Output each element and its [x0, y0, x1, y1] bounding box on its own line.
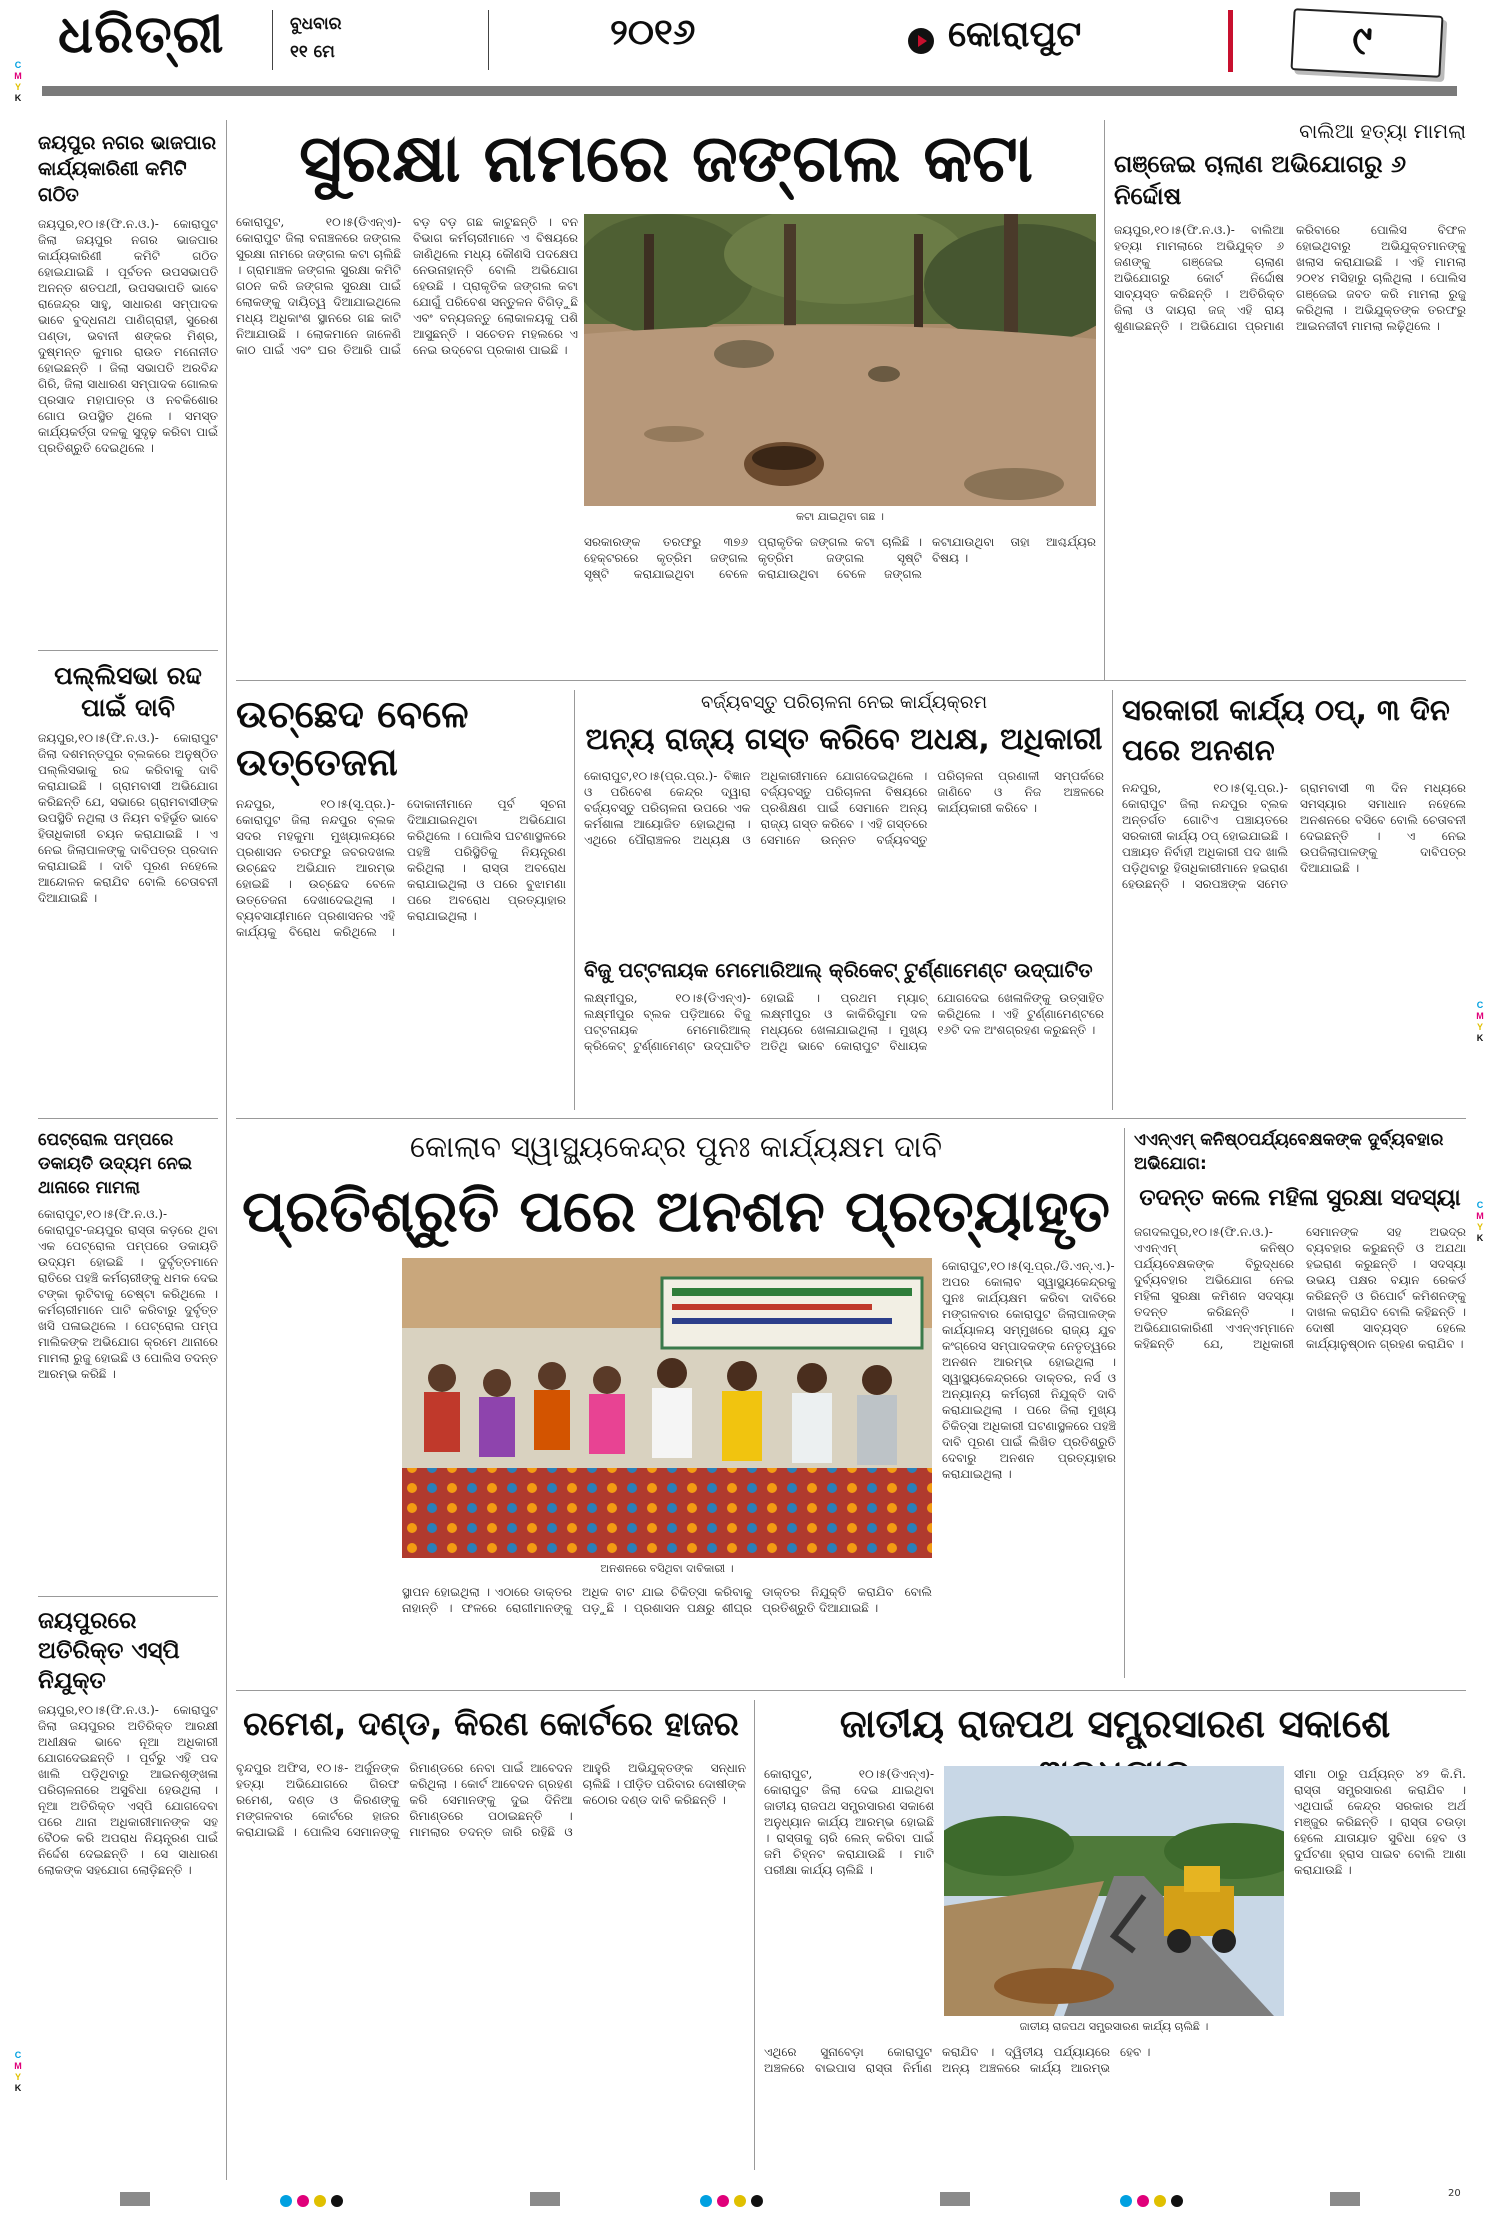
year-label: ୨୦୧୬: [610, 12, 696, 53]
cmyk-registration-mark: C M Y K: [14, 2050, 22, 2093]
protesters-image: [402, 1258, 932, 1558]
column-divider: [1124, 1128, 1125, 1678]
article-court: [236, 1700, 746, 2170]
article-headline: ବିଜୁ ପଟ୍ଟନାୟକ ମେମୋରିଆଲ୍ କ୍ରିକେଟ୍ ଟୁର୍ଣ୍ଣାମେଣ୍ଟ ଉଦ୍‌ଘାଟିତ: [584, 958, 1093, 982]
article-body: କୋରାପୁଟ, ୧୦।୫(ଡିଏନ୍‌ଏ)- କୋରାପୁଟ ଜିଲା ଦେଇ ଯାଇଥିବା ଜାତୀୟ ରାଜପଥ ସମ୍ପ୍ରସାରଣ ସକାଶେ ଅନୁଧ୍ୟାନ କାର୍ଯ୍ୟ ଆରମ୍ଭ ହୋଇଛି । ରାସ୍ତାକୁ ଚାରି ଲେନ୍ କରିବା ପାଇଁ ଜମି ଚିହ୍ନଟ କରାଯାଉଛି । ମାଟି ପରୀକ୍ଷା କାର୍ଯ୍ୟ ଚାଲିଛି ।: [764, 1767, 934, 1877]
column-divider: [38, 1596, 218, 1597]
photo-caption: ଜାତୀୟ ରାଜପଥ ସମ୍ପ୍ରସାରଣ କାର୍ଯ୍ୟ ଚାଲିଛି ।: [1019, 2020, 1209, 2033]
edition-bullet-icon: [908, 28, 934, 54]
article-body: ସରକାରଙ୍କ ତରଫରୁ ୩୭୬ ହେକ୍ଟରରେ କୃତ୍ରିମ ଜଙ୍ଗଲ ସୃଷ୍ଟି କରାଯାଇଥିବା ବେଳେ ପ୍ରାକୃତିକ ଜଙ୍ଗଲ କଟା ଚାଲିଛି । କୃତ୍ରିମ ଜଙ୍ଗଲ ସୃଷ୍ଟି କରାଯାଉଥିବା ବେଳେ ଜଙ୍ଗଲ କଟାଯାଉଥିବା ତାହା ଆଶ୍ଚର୍ଯ୍ୟର ବିଷୟ ।: [584, 535, 1096, 581]
article-headline: ଜୟପୁରରେ ଅତିରିକ୍ତ ଏସ୍‌ପି ନିଯୁକ୍ତ: [38, 1608, 180, 1694]
color-dots: [700, 2192, 763, 2211]
article-kicker: ଏଏନ୍‌ଏମ୍ କନିଷ୍ଠପର୍ଯ୍ୟବେକ୍ଷକଙ୍କ ଦୁର୍ବ୍ୟବହାର ଅଭିଯୋଗ:: [1134, 1130, 1444, 1174]
article-lead: [236, 118, 1096, 678]
column-divider: [38, 650, 218, 651]
article-jeypore-sp: [38, 1606, 218, 2166]
article-jeypore-committee: [38, 130, 218, 650]
article-kicker: ବାଲିଆ ହତ୍ୟା ମାମଲା: [1299, 119, 1466, 143]
page-number-tab: [1290, 8, 1443, 78]
column-divider: [574, 690, 575, 1110]
article-headline: ପ୍ରତିଶ୍ରୁତି ପରେ ଅନଶନ ପ୍ରତ୍ୟାହୃତ: [242, 1177, 1110, 1245]
column-divider: [38, 1118, 218, 1119]
color-dots: [280, 2192, 343, 2211]
page-number: ୯: [1350, 17, 1374, 65]
edition-label: କୋରାପୁଟ: [948, 14, 1082, 55]
article-waste-management: [584, 690, 1104, 950]
section-divider: [236, 1690, 1466, 1691]
article-panchayat: [38, 660, 218, 1120]
article-cricket: [584, 956, 1104, 1110]
article-anm-complaint: [1134, 1128, 1466, 1678]
cmyk-registration-mark: C M Y K: [14, 60, 22, 103]
footer-page-ref: 20: [1448, 2188, 1461, 2199]
article-body: ନନ୍ଦପୁର, ୧୦।୫(ସୂ.ପ୍ର.)- କୋରାପୁଟ ଜିଲା ନନ୍ଦପୁର ବ୍ଲକ ସଦର ମହକୁମା ମୁଖ୍ୟାଳୟରେ ପ୍ରଶାସନ ତରଫରୁ ଜବରଦଖଲ ଉଚ୍ଛେଦ ଅଭିଯାନ ଆରମ୍ଭ ହୋଇଛି । ଉଚ୍ଛେଦ ବେଳେ ଉତ୍ତେଜନା ଦେଖାଦେଇଥିଲା । ବ୍ୟବସାୟୀମାନେ ପ୍ରଶାସନର ଏହି କାର୍ଯ୍ୟକୁ ବିରୋଧ କରିଥିଲେ । ଦୋକାନୀମାନେ ପୂର୍ବ ସୂଚନା ଦିଆଯାଇନଥିବା ଅଭିଯୋଗ କରିଥିଲେ । ପୋଲିସ ଘଟଣାସ୍ଥଳରେ ପହଞ୍ଚି ପରିସ୍ଥିତିକୁ ନିୟନ୍ତ୍ରଣ କରିଥିଲା । ରାସ୍ତା ଅବରୋଧ କରାଯାଇଥିଲା ଓ ପରେ ବୁଝାମଣା ପରେ ଅବରୋଧ ପ୍ରତ୍ୟାହାର କରାଯାଇଥିଲା ।: [236, 797, 566, 939]
gray-print-bar: [530, 2192, 560, 2206]
photo-caption: ଅନଶନରେ ବସିଥିବା ଦାବିକାରୀ ।: [600, 1562, 734, 1575]
article-body: ଲକ୍ଷ୍ମୀପୁର, ୧୦।୫(ଡିଏନ୍‌ଏ)- ଲକ୍ଷ୍ମୀପୁର ବ୍ଲକ ପଡ଼ିଆରେ ବିଜୁ ପଟ୍ଟନାୟକ ମେମୋରିଆଲ୍ କ୍ରିକେଟ୍ ଟୁର୍ଣ୍ଣାମେଣ୍ଟ ଉଦ୍‌ଘାଟିତ ହୋଇଛି । ପ୍ରଥମ ମ୍ୟାଚ୍ ଲକ୍ଷ୍ମୀପୁର ଓ କାକିରିଗୁମା ଦଳ ମଧ୍ୟରେ ଖେଳାଯାଇଥିଲା । ମୁଖ୍ୟ ଅତିଥି ଭାବେ କୋରାପୁଟ ବିଧାୟକ ଯୋଗଦେଇ ଖେଳାଳିଙ୍କୁ ଉତ୍ସାହିତ କରିଥିଲେ । ଏହି ଟୁର୍ଣ୍ଣାମେଣ୍ଟରେ ୧୬ଟି ଦଳ ଅଂଶଗ୍ରହଣ କରୁଛନ୍ତି ।: [584, 991, 1104, 1053]
cut-tree-stumps-image: [584, 214, 1096, 506]
article-body: ଜୟପୁର,୧୦।୫(ଫି.ନ.ଓ.)- କୋରାପୁଟ ଜିଲା ଦଶମନ୍ତପୁର ବ୍ଲକରେ ଅନୁଷ୍ଠିତ ପଲ୍ଲିସଭାକୁ ରଦ୍ଦ କରିବାକୁ ଦାବି କରାଯାଇଛି । ଗ୍ରାମବାସୀ ଅଭିଯୋଗ କରିଛନ୍ତି ଯେ, ସଭାରେ ଗ୍ରାମବାସୀଙ୍କ ଉପସ୍ଥିତି ନଥିଲା ଓ ନିୟମ ବହିର୍ଭୂତ ଭାବେ ହିତାଧିକାରୀ ଚୟନ କରାଯାଇଛି । ଏ ନେଇ ଜିଲାପାଳଙ୍କୁ ଦାବିପତ୍ର ପ୍ରଦାନ କରାଯାଇଛି । ଦାବି ପୂରଣ ନହେଲେ ଆନ୍ଦୋଳନ କରାଯିବ ବୋଲି ଚେତାବନୀ ଦିଆଯାଇଛି ।: [38, 731, 218, 905]
article-headline: ଗଞ୍ଜେଇ ଚାଲାଣ ଅଭିଯୋଗରୁ ୬ ନିର୍ଦ୍ଦୋଷ: [1114, 150, 1407, 210]
masthead: [0, 0, 1500, 100]
article-kolab-hospital: [236, 1128, 1116, 1678]
article-body: କୋରାପୁଟ, ୧୦।୫(ଡିଏନ୍‌ଏ)- କୋରାପୁଟ ଜିଲା ବନାଞ୍ଚଳରେ ଜଙ୍ଗଲ ସୁରକ୍ଷା ନାମରେ ଜଙ୍ଗଲ କଟା ଚାଲିଛି । ଗ୍ରାମାଞ୍ଚଳ ଜଙ୍ଗଲ ସୁରକ୍ଷା କମିଟି ଗଠନ କରି ଜଙ୍ଗଲ ସୁରକ୍ଷା ପାଇଁ ଲୋକଙ୍କୁ ଦାୟିତ୍ୱ ଦିଆଯାଇଥିଲେ ମଧ୍ୟ ଅଧିକାଂଶ ସ୍ଥାନରେ ଗଛ କାଟି ନିଆଯାଉଛି । ଲୋକମାନେ ଜାଳେଣି କାଠ ପାଇଁ ଏବଂ ଘର ତିଆରି ପାଇଁ ବଡ଼ ବଡ଼ ଗଛ କାଟୁଛନ୍ତି । ବନ ବିଭାଗ କର୍ମଚାରୀମାନେ ଏ ବିଷୟରେ ଜାଣିଥିଲେ ମଧ୍ୟ କୌଣସି ପଦକ୍ଷେପ ନେଉନାହାନ୍ତି ବୋଲି ଅଭିଯୋଗ ହେଉଛି । ପ୍ରାକୃତିକ ଜଙ୍ଗଲ କଟା ଯୋଗୁଁ ପରିବେଶ ସନ୍ତୁଳନ ବିଗିଡ଼ୁଛି ଏବଂ ବନ୍ୟଜନ୍ତୁ ଲୋକାଳୟକୁ ପଶି ଆସୁଛନ୍ତି । ସଚେତନ ମହଲରେ ଏ ନେଇ ଉଦ୍‌ବେଗ ପ୍ରକାଶ ପାଇଛି ।: [236, 215, 578, 357]
article-balia-murder: [1114, 118, 1466, 678]
gray-print-bar: [940, 2192, 970, 2206]
cmyk-registration-mark: C M Y K: [1476, 1200, 1484, 1243]
article-body: ଜଗଦଲପୁର,୧୦।୫(ଫି.ନ.ଓ.)- ଏଏନ୍‌ଏମ୍ କନିଷ୍ଠ ପର୍ଯ୍ୟବେକ୍ଷକଙ୍କ ବିରୁଦ୍ଧରେ ଦୁର୍ବ୍ୟବହାର ଅଭିଯୋଗ ନେଇ ମହିଳା ସୁରକ୍ଷା କମିଶନ ସଦସ୍ୟା ତଦନ୍ତ କରିଛନ୍ତି । ଅଭିଯୋଗକାରିଣୀ ଏଏନ୍‌ଏମ୍‌ମାନେ କହିଛନ୍ତି ଯେ, ଅଧିକାରୀ ସେମାନଙ୍କ ସହ ଅଭଦ୍ର ବ୍ୟବହାର କରୁଛନ୍ତି ଓ ଅଯଥା ହଇରାଣ କରୁଛନ୍ତି । ସଦସ୍ୟା ଉଭୟ ପକ୍ଷର ବୟାନ ରେକର୍ଡ କରିଛନ୍ତି ଓ ରିପୋର୍ଟ କମିଶନଙ୍କୁ ଦାଖଲ କରାଯିବ ବୋଲି କହିଛନ୍ତି । ଦୋଷୀ ସାବ୍ୟସ୍ତ ହେଲେ କାର୍ଯ୍ୟାନୁଷ୍ଠାନ ଗ୍ରହଣ କରାଯିବ ।: [1134, 1225, 1466, 1351]
article-body: କୋରାପୁଟ,୧୦।୫(ଫି.ନ.ଓ.)- କୋରାପୁଟ-ଜୟପୁର ରାସ୍ତା କଡ଼ରେ ଥିବା ଏକ ପେଟ୍ରୋଲ ପମ୍ପରେ ଡକାୟତି ଉଦ୍ୟମ ହୋଇଛି । ଦୁର୍ବୃତ୍ତମାନେ ରାତିରେ ପହଞ୍ଚି କର୍ମଚାରୀଙ୍କୁ ଧମକ ଦେଇ ଟଙ୍କା ଲୁଟିବାକୁ ଚେଷ୍ଟା କରିଥିଲେ । କର୍ମଚାରୀମାନେ ପାଟି କରିବାରୁ ଦୁର୍ବୃତ୍ତ ଖସି ପଳାଇଥିଲେ । ପେଟ୍ରୋଲ ପମ୍ପ ମାଲିକଙ୍କ ଅଭିଯୋଗ କ୍ରମେ ଥାନାରେ ମାମଲା ରୁଜୁ ହୋଇଛି ଓ ପୋଲିସ ତଦନ୍ତ ଆରମ୍ଭ କରିଛି ।: [38, 1207, 218, 1381]
article-body: ସୀମା ଠାରୁ ପର୍ଯ୍ୟନ୍ତ ୪୨ କି.ମି. ରାସ୍ତା ସମ୍ପ୍ରସାରଣ କରାଯିବ । ଏଥିପାଇଁ କେନ୍ଦ୍ର ସରକାର ଅର୍ଥ ମଞ୍ଜୁର କରିଛନ୍ତି । ରାସ୍ତା ଚଉଡ଼ା ହେଲେ ଯାତାୟାତ ସୁବିଧା ହେବ ଓ ଦୁର୍ଘଟଣା ହ୍ରାସ ପାଇବ ବୋଲି ଆଶା କରାଯାଉଛି ।: [1294, 1767, 1466, 1877]
seated-people: [424, 1358, 897, 1465]
article-eviction: [236, 690, 566, 1110]
footer: [0, 2180, 1500, 2214]
date-label: ୧୧ ମେ: [290, 42, 335, 62]
article-headline: ଜାତୀୟ ରାଜପଥ ସମ୍ପ୍ରସାରଣ ସକାଶେ: [839, 1702, 1391, 1747]
forest-photo: [584, 214, 1096, 506]
article-body: ଜୟପୁର,୧୦।୫(ଫି.ନ.ଓ.)- କୋରାପୁଟ ଜିଲା ଜୟପୁରର ଅତିରିକ୍ତ ଆରକ୍ଷୀ ଅଧୀକ୍ଷକ ଭାବେ ନୂଆ ଅଧିକାରୀ ଯୋଗଦେଇଛନ୍ତି । ପୂର୍ବରୁ ଏହି ପଦ ଖାଲି ପଡ଼ିଥିବାରୁ ଆଇନଶୃଙ୍ଖଳା ପରିଚାଳନାରେ ଅସୁବିଧା ହେଉଥିଲା । ନୂଆ ଅତିରିକ୍ତ ଏସ୍‌ପି ଯୋଗଦେବା ପରେ ଥାନା ଅଧିକାରୀମାନଙ୍କ ସହ ବୈଠକ କରି ଅପରାଧ ନିୟନ୍ତ୍ରଣ ପାଇଁ ନିର୍ଦ୍ଦେଶ ଦେଇଛନ୍ତି । ସେ ସାଧାରଣ ଲୋକଙ୍କ ସହଯୋଗ ଲୋଡ଼ିଛନ୍ତି ।: [38, 1703, 218, 1877]
article-headline: ତଦନ୍ତ କଲେ ମହିଳା ସୁରକ୍ଷା ସଦସ୍ୟା: [1139, 1185, 1461, 1211]
day-label: ବୁଧବାର: [290, 14, 342, 34]
article-headline: ଜୟପୁର ନଗର ଭାଜପାର କାର୍ଯ୍ୟକାରିଣୀ କମିଟି ଗଠିତ: [38, 132, 217, 206]
article-body: ଜୟପୁର,୧୦।୫(ଫି.ନ.ଓ.)- କୋରାପୁଟ ଜିଲା ଜୟପୁର ନଗର ଭାଜପାର କାର୍ଯ୍ୟକାରିଣୀ କମିଟି ଗଠିତ ହୋଇଯାଇଛି । ପୂର୍ବତନ ଉପସଭାପତି ଅନନ୍ତ ଶତପଥୀ, ଉପସଭାପତି ଭାବେ ରାଜେନ୍ଦ୍ର ସାହୁ, ସାଧାରଣ ସମ୍ପାଦକ ଭାବେ ବୁଦ୍ଧନାଥ ପାଣିଗ୍ରାହୀ, ସୁରେଶ ପଣ୍ଡା, ଭବାନୀ ଶଙ୍କର ମିଶ୍ର, ଦୁଷ୍ମନ୍ତ କୁମାର ରାଉତ ମନୋନୀତ ହୋଇଛନ୍ତି । ଜିଲା ସଭାପତି ଅରବିନ୍ଦ ଗିରି, ଜିଲା ସାଧାରଣ ସମ୍ପାଦକ ଗୋଲକ ପ୍ରସାଦ ମହାପାତ୍ର ଓ ନବକିଶୋର ଗୋପ ଉପସ୍ଥିତ ଥିଲେ । ସମସ୍ତ କାର୍ଯ୍ୟକର୍ତ୍ତା ଦଳକୁ ସୁଦୃଢ଼ କରିବା ପାଇଁ ପ୍ରତିଶ୍ରୁତି ଦେଇଥିଲେ ।: [38, 217, 218, 455]
article-kicker: ବର୍ଜ୍ୟବସ୍ତୁ ପରିଚାଳନା ନେଇ କାର୍ଯ୍ୟକ୍ରମ: [700, 692, 988, 713]
gray-print-bar: [120, 2192, 150, 2206]
article-kicker: କୋଲାବ ସ୍ୱାସ୍ଥ୍ୟକେନ୍ଦ୍ର ପୁନଃ କାର୍ଯ୍ୟକ୍ଷମ ଦାବି: [409, 1130, 943, 1165]
article-headline: ଅନ୍ୟ ରାଜ୍ୟ ଗସ୍ତ କରିବେ ଅଧକ୍ଷ, ଅଧିକାରୀ: [585, 722, 1103, 757]
cmyk-registration-mark: C M Y K: [1476, 1000, 1484, 1043]
masthead-red-rule: [1228, 10, 1233, 72]
article-headline: ପଲ୍ଲିସଭା ରଦ୍ଦ ପାଇଁ ଦାବି: [54, 661, 202, 722]
section-divider: [236, 680, 1466, 681]
article-body: କୋରାପୁଟ,୧୦।୫(ପ୍ର.ପ୍ର.)- ବିଜ୍ଞାନ ଓ ପରିବେଶ କେନ୍ଦ୍ର ଦ୍ୱାରା ବର୍ଜ୍ୟବସ୍ତୁ ପରିଚାଳନା ଉପରେ ଏକ କର୍ମଶାଳା ଆୟୋଜିତ ହୋଇଥିଲା । ଏଥିରେ ପୌରାଞ୍ଚଳର ଅଧ୍ୟକ୍ଷ ଓ ଅଧିକାରୀମାନେ ଯୋଗଦେଇଥିଲେ । ବର୍ଜ୍ୟବସ୍ତୁ ପରିଚାଳନା ବିଷୟରେ ପ୍ରଶିକ୍ଷଣ ପାଇଁ ସେମାନେ ଅନ୍ୟ ରାଜ୍ୟ ଗସ୍ତ କରିବେ । ଏହି ଗସ୍ତରେ ସେମାନେ ଉନ୍ନତ ବର୍ଜ୍ୟବସ୍ତୁ ପରିଚାଳନା ପ୍ରଣାଳୀ ସମ୍ପର୍କରେ ଜାଣିବେ ଓ ନିଜ ଅଞ୍ଚଳରେ କାର୍ଯ୍ୟକାରୀ କରିବେ ।: [584, 769, 1104, 847]
newspaper-logo: ଧରିତ୍ରୀ: [58, 4, 225, 65]
excavator-road-image: [944, 1766, 1284, 2016]
masthead-divider: [488, 10, 489, 70]
column-divider: [226, 120, 227, 2180]
color-dots: [1120, 2192, 1183, 2211]
article-headline: ଉଚ୍ଛେଦ ବେଳେ ଉତ୍ତେଜନା: [236, 692, 469, 784]
lead-headline: ସୁରକ୍ଷା ନାମରେ ଜଙ୍ଗଲ କଟା: [299, 120, 1033, 197]
article-body: ସ୍ଥାପନ ହୋଇଥିଲା । ଏଠାରେ ଡାକ୍ତର ନାହାନ୍ତି । ଫଳରେ ରୋଗୀମାନଙ୍କୁ ଅଧିକ ବାଟ ଯାଇ ଚିକିତ୍ସା କରିବାକୁ ପଡ଼ୁଛି । ପ୍ରଶାସନ ପକ୍ଷରୁ ଶୀଘ୍ର ଡାକ୍ତର ନିଯୁକ୍ତି କରାଯିବ ବୋଲି ପ୍ରତିଶ୍ରୁତି ଦିଆଯାଇଛି ।: [402, 1585, 932, 1615]
article-body: ବୃନ୍ଦପୁର ଅଫିସ, ୧୦।୫- ଅର୍ଜୁନଙ୍କ ହତ୍ୟା ଅଭିଯୋଗରେ ଗିରଫ ରମେଶ, ଦଣ୍ଡ ଓ କିରଣଙ୍କୁ ମଙ୍ଗଳବାର କୋର୍ଟରେ ହାଜର କରାଯାଇଛି । ପୋଲିସ ସେମାନଙ୍କୁ ରିମାଣ୍ଡରେ ନେବା ପାଇଁ ଆବେଦନ କରିଥିଲା । କୋର୍ଟ ଆବେଦନ ଗ୍ରହଣ କରି ସେମାନଙ୍କୁ ଦୁଇ ଦିନିଆ ରିମାଣ୍ଡରେ ପଠାଇଛନ୍ତି । ମାମଲାର ତଦନ୍ତ ଜାରି ରହିଛି ଓ ଆହୁରି ଅଭିଯୁକ୍ତଙ୍କ ସନ୍ଧାନ ଚାଲିଛି । ପୀଡ଼ିତ ପରିବାର ଦୋଷୀଙ୍କ କଠୋର ଦଣ୍ଡ ଦାବି କରିଛନ୍ତି ।: [236, 1761, 746, 1839]
column-divider: [1112, 690, 1113, 1110]
column-divider: [1104, 120, 1105, 680]
masthead-bottom-rule: [42, 86, 1457, 96]
article-body: ଏଥିରେ ସୁନାବେଡ଼ା କୋରାପୁଟ ଅଞ୍ଚଳରେ ବାଇପାସ ରାସ୍ତା ନିର୍ମାଣ କରାଯିବ । ଦ୍ୱିତୀୟ ପର୍ଯ୍ୟାୟରେ ଅନ୍ୟ ଅଞ୍ଚଳରେ କାର୍ଯ୍ୟ ଆରମ୍ଭ ହେବ ।: [764, 2045, 1151, 2075]
article-petrol-pump: [38, 1128, 218, 1588]
article-headline: ରମେଶ, ଦଣ୍ଡ, କିରଣ କୋର୍ଟରେ ହାଜର: [243, 1704, 739, 1743]
section-divider: [236, 1118, 1466, 1119]
article-body: ଜୟପୁର,୧୦।୫(ଫି.ନ.ଓ.)- ବାଲିଆ ହତ୍ୟା ମାମଲାରେ ଅଭିଯୁକ୍ତ ୬ ଜଣଙ୍କୁ ଗଞ୍ଜେଇ ଚାଲାଣ ଅଭିଯୋଗରୁ କୋର୍ଟ ନିର୍ଦ୍ଦୋଷ ସାବ୍ୟସ୍ତ କରିଛନ୍ତି । ଅତିରିକ୍ତ ଜିଲା ଓ ଦାୟରା ଜଜ୍ ଏହି ରାୟ ଶୁଣାଇଛନ୍ତି । ଅଭିଯୋଗ ପ୍ରମାଣ କରିବାରେ ପୋଲିସ ବିଫଳ ହୋଇଥିବାରୁ ଅଭିଯୁକ୍ତମାନଙ୍କୁ ଖଲାସ କରାଯାଇଛି । ଏହି ମାମଲା ୨୦୧୪ ମସିହାରୁ ଚାଲିଥିଲା । ପୋଲିସ ଗଞ୍ଜେଇ ଜବତ କରି ମାମଲା ରୁଜୁ କରିଥିଲା । ଅଭିଯୁକ୍ତଙ୍କ ତରଫରୁ ଆଇନଜୀବୀ ମାମଲା ଲଢ଼ିଥିଲେ ।: [1114, 223, 1466, 333]
article-body: ନନ୍ଦପୁର, ୧୦।୫(ସୂ.ପ୍ର.)- କୋରାପୁଟ ଜିଲା ନନ୍ଦପୁର ବ୍ଲକ ଅନ୍ତର୍ଗତ ଗୋଟିଏ ପଞ୍ଚାୟତରେ ସରକାରୀ କାର୍ଯ୍ୟ ଠପ୍ ହୋଇଯାଇଛି । ପଞ୍ଚାୟତ ନିର୍ବାହୀ ଅଧିକାରୀ ପଦ ଖାଲି ପଡ଼ିଥିବାରୁ ହିତାଧିକାରୀମାନେ ହଇରାଣ ହେଉଛନ୍ତି । ସରପଞ୍ଚଙ୍କ ସମେତ ଗ୍ରାମବାସୀ ୩ ଦିନ ମଧ୍ୟରେ ସମସ୍ୟାର ସମାଧାନ ନହେଲେ ଅନଶନରେ ବସିବେ ବୋଲି ଚେତାବନୀ ଦେଇଛନ୍ତି । ଏ ନେଇ ଉପଜିଲାପାଳଙ୍କୁ ଦାବିପତ୍ର ଦିଆଯାଇଛି ।: [1122, 781, 1466, 891]
gray-print-bar: [1330, 2192, 1360, 2206]
hunger-strike-photo: [402, 1258, 932, 1558]
article-highway: [764, 1700, 1466, 2170]
highway-photo: [944, 1766, 1284, 2016]
article-govt-office: [1122, 690, 1466, 1110]
article-headline: ପେଟ୍ରୋଲ ପମ୍ପରେ ଡକାୟତି ଉଦ୍ୟମ ନେଇ ଥାନାରେ ମାମଲା: [38, 1130, 192, 1198]
article-headline: ସରକାରୀ କାର୍ଯ୍ୟ ଠପ୍, ୩ ଦିନ ପରେ ଅନଶନ: [1122, 693, 1450, 767]
masthead-divider: [272, 10, 273, 70]
article-body: କୋରାପୁଟ,୧୦।୫(ସୂ.ପ୍ର./ଡି.ଏନ୍‌.ଏ.)- ଅପର କୋଲାବ ସ୍ୱାସ୍ଥ୍ୟକେନ୍ଦ୍ରକୁ ପୁନଃ କାର୍ଯ୍ୟକ୍ଷମ କରିବା ଦାବିରେ ମଙ୍ଗଳବାର କୋରାପୁଟ ଜିଲାପାଳଙ୍କ କାର୍ଯ୍ୟାଳୟ ସମ୍ମୁଖରେ ରାଜ୍ୟ ଯୁବ କଂଗ୍ରେସ ସମ୍ପାଦକଙ୍କ ନେତୃତ୍ୱରେ ଅନଶନ ଆରମ୍ଭ ହୋଇଥିଲା । ସ୍ୱାସ୍ଥ୍ୟକେନ୍ଦ୍ରରେ ଡାକ୍ତର, ନର୍ସ ଓ ଅନ୍ୟାନ୍ୟ କର୍ମଚାରୀ ନିଯୁକ୍ତି ଦାବି କରାଯାଇଥିଲା । ପରେ ଜିଲା ମୁଖ୍ୟ ଚିକିତ୍ସା ଅଧିକାରୀ ଘଟଣାସ୍ଥଳରେ ପହଞ୍ଚି ଦାବି ପୂରଣ ପାଇଁ ଲିଖିତ ପ୍ରତିଶ୍ରୁତି ଦେବାରୁ ଅନଶନ ପ୍ରତ୍ୟାହାର କରାଯାଇଥିଲା ।: [942, 1259, 1116, 1481]
photo-caption: କଟା ଯାଇଥିବା ଗଛ ।: [796, 510, 884, 523]
column-divider: [754, 1700, 755, 2170]
